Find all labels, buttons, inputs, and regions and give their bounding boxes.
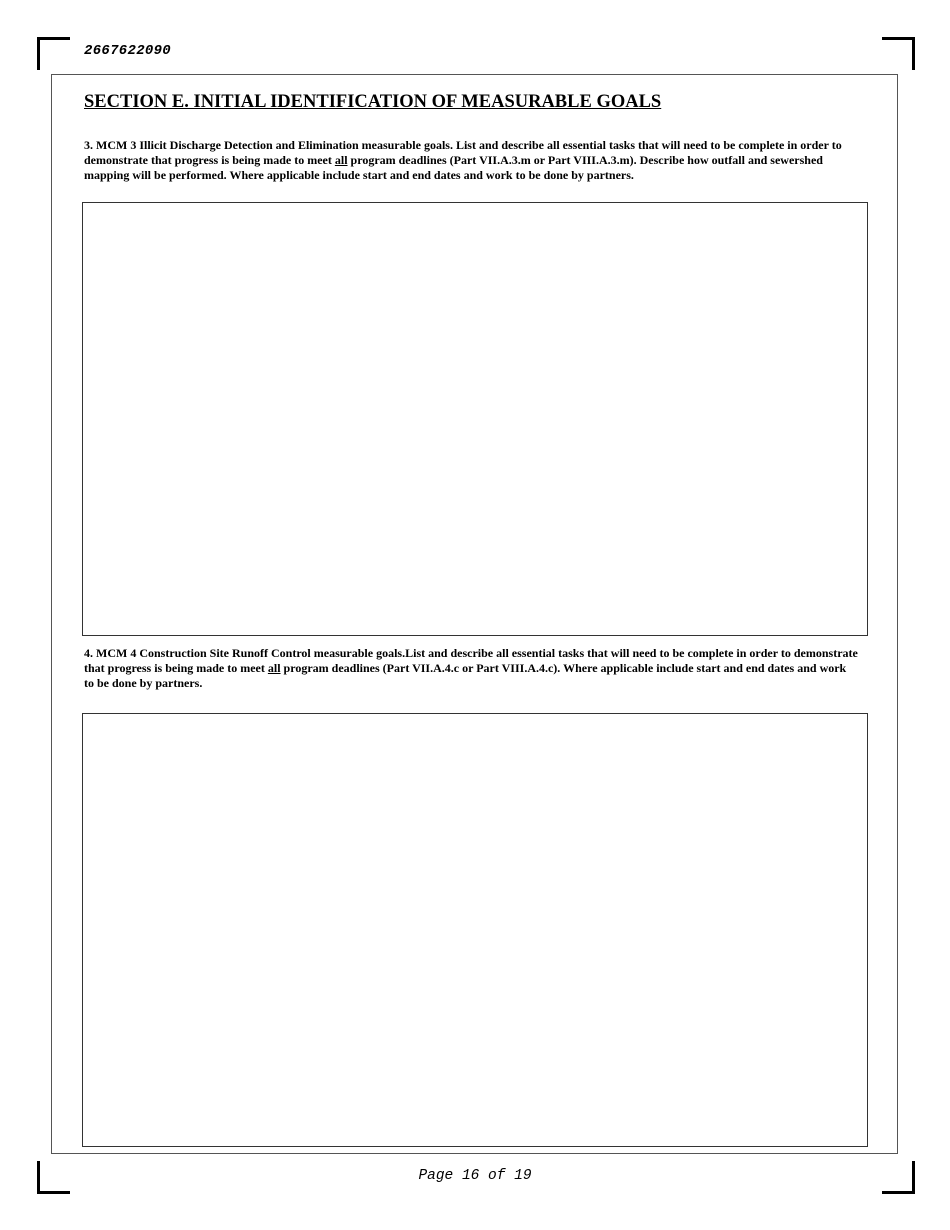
question-4-answer-box[interactable] — [82, 713, 868, 1147]
question-3-prompt — [84, 138, 859, 183]
crop-mark-top-left — [37, 37, 70, 70]
question-4-underlined: all — [267, 661, 281, 675]
section-title: SECTION E. INITIAL IDENTIFICATION OF MEASURABLE GOALS — [84, 92, 662, 112]
question-4-text-before: 4. MCM 4 Construction Site Runoff Control measurable goals.List and describe all essential tasks that will need to be complete in order to demonstrate that progress is being made to meet — [84, 646, 858, 675]
document-id: 2667622090 — [84, 43, 172, 59]
question-4-text-after: program deadlines (Part VII.A.4.c or Part VIII.A.4.c). Where applicable include start and end dates and work to be done by partners. — [84, 661, 847, 690]
question-4-prompt — [84, 646, 859, 691]
page-number: Page 16 of 19 — [418, 1168, 532, 1184]
question-3-text-before: 3. MCM 3 Illicit Discharge Detection and Elimination measurable goals. List and describe all essential tasks that will need to be complete in order to demonstrate that progress is being made to meet — [84, 138, 842, 167]
crop-mark-top-right — [882, 37, 915, 70]
question-3-text-after: program deadlines (Part VII.A.3.m or Part VIII.A.3.m). Describe how outfall and sewershed mapping will be performed. Where applicable include start and end dates and work to be done by partners. — [84, 153, 823, 182]
question-3-answer-box[interactable] — [82, 202, 868, 636]
question-3-underlined: all — [334, 153, 348, 167]
